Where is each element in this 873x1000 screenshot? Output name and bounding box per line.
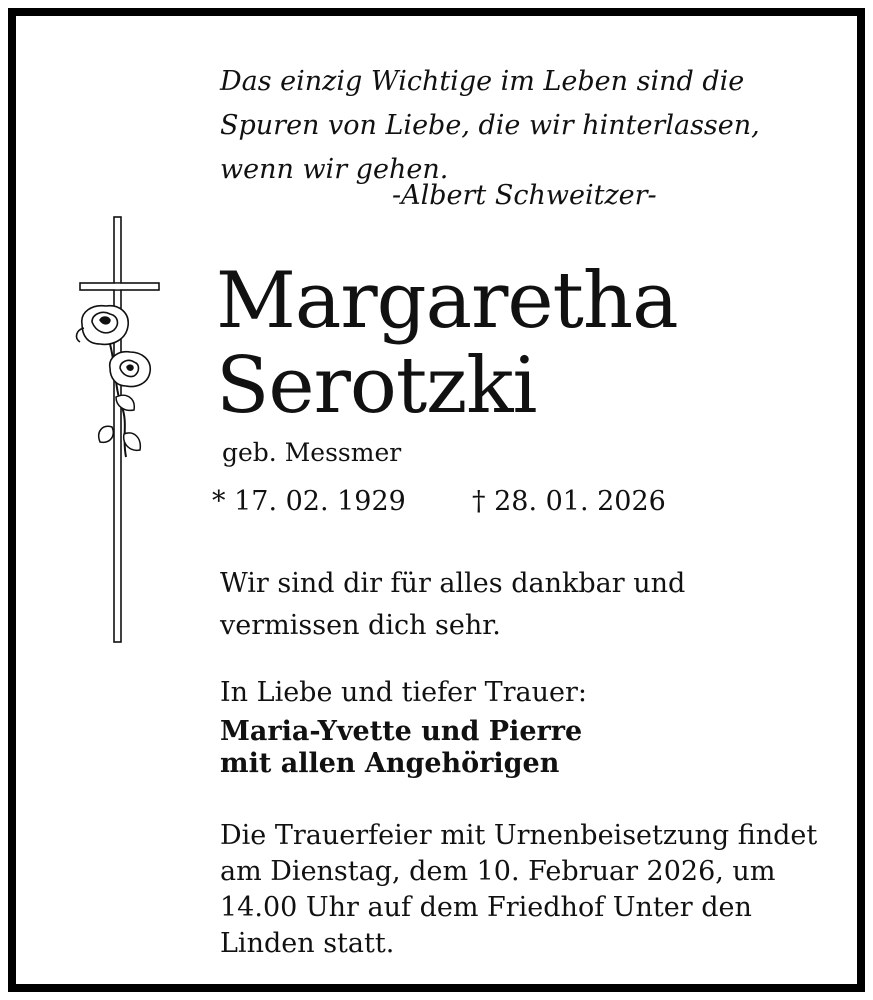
- mourners-intro: In Liebe und tiefer Trauer:: [220, 677, 587, 708]
- deceased-first-name: Margaretha: [216, 256, 678, 346]
- mourners-name: mit allen Angehörigen: [220, 748, 560, 779]
- quote-line: Das einzig Wichtige im Leben sind die: [220, 66, 745, 97]
- message-line: Wir sind dir für alles dankbar und: [220, 568, 686, 599]
- deceased-last-name: Serotzki: [216, 341, 537, 431]
- mourners-name: Maria-Yvette und Pierre: [220, 716, 583, 747]
- maiden-name: geb. Messmer: [222, 438, 402, 467]
- quote-line: wenn wir gehen.: [220, 154, 449, 185]
- quote-attribution: -Albert Schweitzer-: [392, 180, 657, 211]
- service-info: [220, 818, 817, 962]
- service-line: Linden statt.: [220, 928, 395, 959]
- cross-with-roses-icon: [70, 212, 166, 652]
- service-line: 14.00 Uhr auf dem Friedhof Unter den: [220, 892, 752, 923]
- service-line: Die Trauerfeier mit Urnenbeisetzung findet: [220, 820, 818, 851]
- message: [220, 563, 685, 647]
- service-line: am Dienstag, dem 10. Februar 2026, um: [220, 856, 776, 887]
- quote: [220, 60, 760, 192]
- quote-line: Spuren von Liebe, die wir hinterlassen,: [220, 110, 760, 141]
- message-line: vermissen dich sehr.: [220, 610, 501, 641]
- death-date: † 28. 01. 2026: [472, 486, 666, 517]
- birth-date: * 17. 02. 1929: [212, 486, 406, 517]
